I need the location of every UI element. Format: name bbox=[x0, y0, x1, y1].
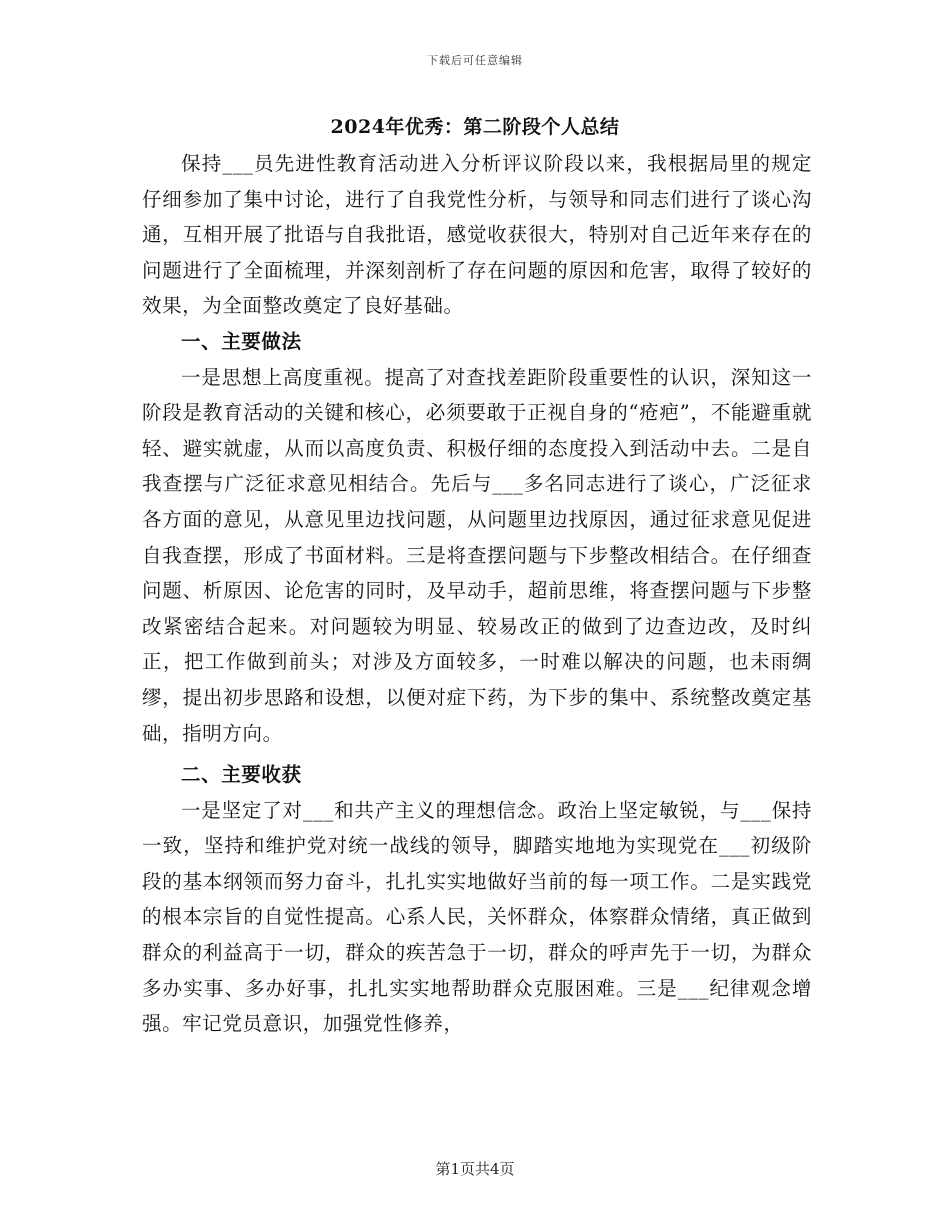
page-indicator: 第1页共4页 bbox=[435, 1160, 515, 1178]
document-body bbox=[142, 146, 812, 1042]
section-heading-gains: 二、主要收获 bbox=[181, 763, 302, 787]
section-body-methods: 一是思想上高度重视。提高了对查找差距阶段重要性的认识，深知这一阶段是教育活动的关键和核心，必须要敢于正视自身的“疮疤”，不能避重就轻、避实就虚，从而以高度负责、积极仔细的态度投入到活动中去。二是自我查摆与广泛征求意见相结合。先后与___多名同志进行了谈心，广泛征求各方面的意见，从意见里边找问题，从问题里边找原因，通过征求意见促进自我查摆，形成了书面材料。三是将查摆问题与下步整改相结合。在仔细查问题、析原因、论危害的同时，及早动手，超前思维，将查摆问题与下步整改紧密结合起来。对问题较为明显、较易改正的做到了边查边改，及时纠正，把工作做到前头；对涉及方面较多，一时难以解决的问题，也未雨绸缪，提出初步思路和设想，以便对症下药，为下步的集中、系统整改奠定基础，指明方向。 bbox=[142, 365, 812, 745]
document-title: 2024年优秀：第二阶段个人总结 bbox=[330, 116, 620, 138]
intro-paragraph: 保持___员先进性教育活动进入分析评议阶段以来，我根据局里的规定仔细参加了集中讨论，进行了自我党性分析，与领导和同志们进行了谈心沟通，互相开展了批语与自我批语，感觉收获很大，特别对自己近年来存在的问题进行了全面梳理，并深刻剖析了存在问题的原因和危害，取得了较好的效果，为全面整改奠定了良好基础。 bbox=[142, 152, 812, 318]
section-heading-methods: 一、主要做法 bbox=[181, 329, 302, 353]
page-header-watermark: 下载后可任意编辑 bbox=[427, 54, 523, 67]
section-body-gains: 一是坚定了对___和共产主义的理想信念。政治上坚定敏锐，与___保持一致，坚持和维护党对统一战线的领导，脚踏实地地为实现党在___初级阶段的基本纲领而努力奋斗，扎扎实实地做好当前的每一项工作。二是实践党的根本宗旨的自觉性提高。心系人民，关怀群众，体察群众情绪，真正做到群众的利益高于一切，群众的疾苦急于一切，群众的呼声先于一切，为群众多办实事、多办好事，扎扎实实地帮助群众克服困难。三是___纪律观念增强。牢记党员意识，加强党性修养， bbox=[142, 798, 812, 1036]
